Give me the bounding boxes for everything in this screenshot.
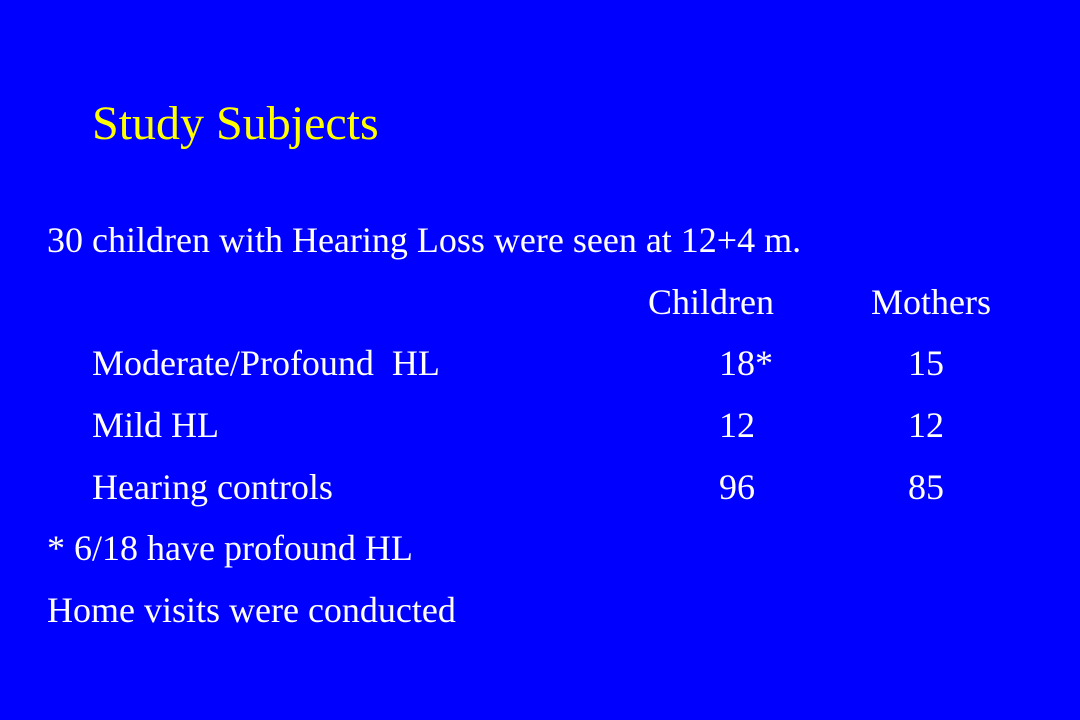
row-label-moderate-profound: Moderate/Profound HL: [92, 343, 440, 383]
row-value-children-moderate-profound: 18*: [719, 343, 773, 383]
row-value-mothers-mild: 12: [908, 405, 944, 445]
row-label-hearing-controls: Hearing controls: [92, 467, 333, 507]
row-value-mothers-hearing-controls: 85: [908, 467, 944, 507]
row-value-children-mild: 12: [719, 405, 755, 445]
row-label-mild: Mild HL: [92, 405, 220, 445]
row-value-children-hearing-controls: 96: [719, 467, 755, 507]
slide-title: Study Subjects: [92, 97, 379, 150]
footnote: * 6/18 have profound HL: [47, 528, 413, 568]
closing-text: Home visits were conducted: [47, 590, 456, 630]
intro-text: 30 children with Hearing Loss were seen at 12+4 m.: [47, 220, 802, 260]
column-header-children: Children: [648, 282, 774, 322]
row-value-mothers-moderate-profound: 15: [908, 343, 944, 383]
column-header-mothers: Mothers: [871, 282, 991, 322]
